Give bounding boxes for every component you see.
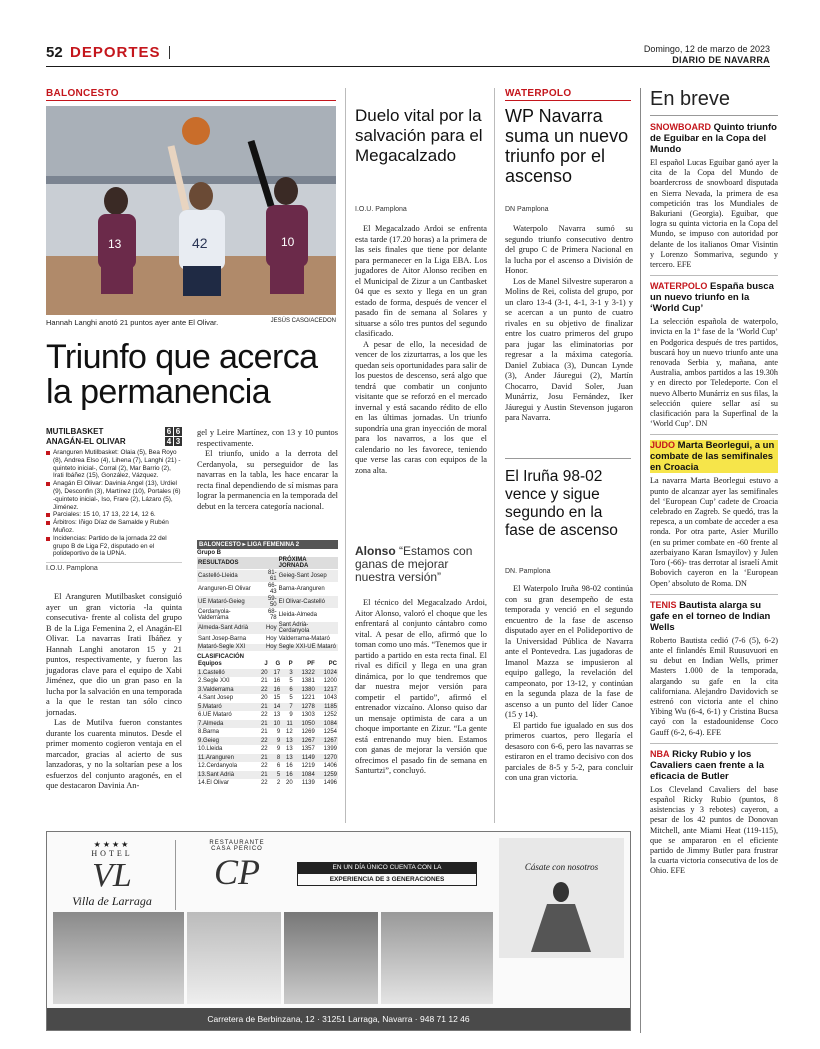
team1-digit1: 6 xyxy=(166,426,172,436)
results-row xyxy=(197,596,338,609)
team-stat: 1380 xyxy=(294,686,316,695)
team-stat: 21 xyxy=(256,728,269,737)
main-paragraph: El Aranguren Mutilbasket consiguió ayer un gran victoria -la quinta consecutiva- frente al colista del grupo B de la Liga Femenina 2, el Anagán-El Olivar. La navarras Irati Ibáñez y Hannah Langhi anotaron 15 y 21 puntos, respectivamente, y fueron las jugadoras clave para el equipo de Xabi Jiménez, que dio un gran paso en la lucha por la salvación en una temporada a la que le restan tan sólo cinco jornadas. xyxy=(46,592,182,717)
team-stat: 1278 xyxy=(294,703,316,712)
tag-rule xyxy=(46,100,336,101)
team-stat: 3 xyxy=(281,669,294,678)
col2-body xyxy=(355,224,487,476)
result-match: El Olivar-Castelló xyxy=(278,596,338,609)
brief-title: En breve xyxy=(650,88,778,116)
main-paragraph: Las de Mutilva fueron constantes durante los cuarenta minutos. Desde el primer momento cogieron ventaja en el marcador, gracias al acierto de sus lanzadoras, y no la soltarían pese a los esfuerzos del conjunto aragonés, en el que destacaron Davinia An- xyxy=(46,718,182,790)
brief-text: Los Cleveland Cavaliers del base español Ricky Rubio (puntos, 8 asistencias y 3 rebotes) cayeron, a pesar de los 42 puntos de Donovan Mitchell, ante Miami Heat (119-115), que se ampararon en el eficiente partido de Jimmy Butler para frustrar la cuarta victoria consecutiva de los de Ohio. EFE xyxy=(650,784,778,876)
col2-paragraph: El Megacalzado Ardoi se enfrenta esta tarde (17.20 horas) a la primera de las seis finales que tiene por delante para permanecer en la Liga EBA. Los jugadores de Aitor Alonso reciben en el Municipal de Zizur a un Cantbasket 04 que es sexto y llega en un gran estado de forma, después de vencer el pasado fin de semana al Solares y situarse a sólo tres puntos del segundo clasificado. xyxy=(355,224,487,338)
brief-item xyxy=(650,122,778,270)
fact-item: Parciales: 15 10, 17 13, 22 14, 12 6. xyxy=(46,511,182,519)
brief-heading xyxy=(650,749,778,782)
table-row xyxy=(197,771,338,780)
team-name: 7.Almeda xyxy=(197,720,256,729)
class-col-header: G xyxy=(269,660,282,669)
brief-title-text: Ricky Rubio y los Cavaliers caen frente a la eficacia de Butler xyxy=(650,748,765,782)
team-stat: 22 xyxy=(256,779,269,788)
main-body-col2 xyxy=(197,428,338,512)
banner-line-2: EXPERIENCIA DE 3 GENERACIONES xyxy=(297,873,477,886)
results-table xyxy=(197,557,338,652)
team-stat: 1259 xyxy=(316,771,338,780)
basketball-photo xyxy=(46,106,336,315)
team-stat: 1219 xyxy=(294,762,316,771)
col3-body xyxy=(505,224,633,424)
col3-body-2 xyxy=(505,584,633,784)
team-name: 9.Geieg xyxy=(197,737,256,746)
col3-headline: WP Navarra suma un nuevo triunfo por el ascenso xyxy=(505,106,629,186)
hotel-monogram-icon: VL xyxy=(92,857,132,894)
brief-label: SNOWBOARD xyxy=(650,122,711,132)
brief-title-text: Quinto triunfo de Eguibar en la Copa del Mundo xyxy=(650,122,777,155)
result-match: Mataró-Segle XXI xyxy=(197,643,261,652)
class-col-header: P xyxy=(281,660,294,669)
main-byline: I.O.U. Pamplona xyxy=(46,562,182,572)
team-stat: 13 xyxy=(281,737,294,746)
quote-name: Alonso xyxy=(355,544,396,558)
results-row xyxy=(197,635,338,644)
results-row xyxy=(197,622,338,635)
team-stat: 9 xyxy=(269,728,282,737)
col3-paragraph: El Waterpolo Iruña 98-02 continúa con su gran desempeño de esta temporada y venció en el segundo encuentro de la fase de ascenso disputado ayer en el Polideportivo de la Universidad Pública de Navarra ante el Pontevedra. Las jugadoras de Imanol Mazza se impusieron al equipo gallego, la revelación del campeonato, por 13-12, y continúan en la segunda plaza de la fase de ascenso a un punto del líder Canoe (15 y 14). xyxy=(505,584,633,719)
team-stat: 1050 xyxy=(294,720,316,729)
player-13-number: 13 xyxy=(108,237,122,251)
brief-separator xyxy=(650,594,778,595)
brief-heading xyxy=(650,600,778,633)
brief-title-text: Marta Beorlegui, a un combate de las semifinales en Croacia xyxy=(650,440,775,474)
col3-headline-2: El Iruña 98-02 vence y sigue segundo en la fase de ascenso xyxy=(505,468,618,539)
team-name: 2.Segle XXI xyxy=(197,677,256,686)
brief-column xyxy=(650,88,778,882)
team-stat: 16 xyxy=(281,762,294,771)
team-stat: 9 xyxy=(269,745,282,754)
column-rule xyxy=(494,88,495,823)
team-name: 13.Sant Adrià xyxy=(197,771,256,780)
class-header: CLASIFICACIÓN xyxy=(197,654,244,660)
col2-byline: I.O.U. Pamplona xyxy=(355,206,407,213)
fact-item: Aranguren Mutilbasket: Olaia (5), Bea Royo (8), Andrea Elso (4), Lihena (7), Langhi (21) -quinteto inicial-, Corral (2), Mar Barrio (2), Irati Ibáñez (15), González, Vázquez. xyxy=(46,449,182,480)
team-stat: 9 xyxy=(281,711,294,720)
classification-table xyxy=(197,660,338,788)
team-stat: 1200 xyxy=(316,677,338,686)
score-row-1 xyxy=(46,426,182,436)
result-match: Aranguren-El Olivar xyxy=(197,583,261,596)
col2-paragraph: El técnico del Megacalzado Ardoi, Aitor Alonso, valoró el choque que les enfrentará al conjunto cántabro como vital. A pesar de ello, afirmó que lo toman como uno más. “Tenemos que ir partido a partido en esta recta final. El rival es difícil y llega en una gran dinámica, por lo que tendremos que dar nuestra mejor versión para competir el partido”, afirmó el entrenador vizcaíno. Alonso quiso dar un mensaje optimista de cara a un choque importante en Zizur. “La gente está entrenando muy bien. Estamos con ganas de mejorar la versión que ofrecimos el pasado fin de semana en Santurtzi”, concluyó. xyxy=(355,598,487,775)
ad-divider xyxy=(175,840,176,910)
team-stat: 22 xyxy=(256,745,269,754)
col3-paragraph: Waterpolo Navarra sumó su segundo triunfo consecutivo dentro del grupo C de Primera Nacional en la lucha por el ascenso a División de Honor. xyxy=(505,224,633,275)
venue-photo xyxy=(284,912,378,1004)
team-stat: 8 xyxy=(269,754,282,763)
col2-paragraph: A pesar de ello, la necesidad de vencer de los zizurtarras, a los que les quedan seis oportunidades para salir de los puestos de descenso, será algo que tendrá que combatir un conjunto visitante que se reforzó en el mercado invernal y está sacando rédito de ello en las últimas jornadas. Un triunfo supondría una gran inyección de moral para los navarros, a los que el calendario no les favorece, teniendo que verse las caras con equipos de la zona alta. xyxy=(355,339,487,475)
player-42-number: 42 xyxy=(192,235,208,251)
team-stat: 6 xyxy=(269,762,282,771)
team-stat: 20 xyxy=(256,694,269,703)
team-stat: 1496 xyxy=(316,779,338,788)
result-match: Barna-Aranguren xyxy=(278,583,338,596)
brief-item xyxy=(650,440,778,588)
class-col-header: PC xyxy=(316,660,338,669)
brief-title-text: España busca un nuevo triunfo en la ‘World Cup’ xyxy=(650,281,774,315)
result-match: Sant Josep-Barna xyxy=(197,635,261,644)
photo-illustration xyxy=(46,106,336,315)
team-stat: 15 xyxy=(269,694,282,703)
scorebox xyxy=(46,426,182,572)
table-row xyxy=(197,720,338,729)
main-tag: BALONCESTO xyxy=(46,88,119,99)
table-group: Grupo B xyxy=(197,550,221,556)
result-match: Segle XXI-UE Mataró xyxy=(278,643,338,652)
table-row xyxy=(197,703,338,712)
brief-label: NBA xyxy=(650,748,670,759)
team-stat: 12 xyxy=(281,728,294,737)
team-stat: 1149 xyxy=(294,754,316,763)
main-body-col1 xyxy=(46,592,182,792)
team-stat: 1269 xyxy=(294,728,316,737)
col3-byline-2: DN. Pamplona xyxy=(505,568,551,575)
column-rule xyxy=(640,88,641,1033)
result-match: Geieg-Sant Josep xyxy=(278,570,338,583)
brief-separator xyxy=(650,434,778,435)
tag-rule xyxy=(505,100,631,101)
class-col-header: Equipos xyxy=(197,660,256,669)
result-score: 66-43 xyxy=(261,583,278,596)
team-name: 3.Valderrama xyxy=(197,686,256,695)
match-facts xyxy=(46,449,182,558)
wedding-slogan: Cásate con nosotros xyxy=(524,862,599,872)
ad-banner xyxy=(297,862,477,886)
result-match: Lleida-Almeda xyxy=(278,609,338,622)
team-stat: 1252 xyxy=(316,711,338,720)
brief-item xyxy=(650,600,778,738)
table-row xyxy=(197,762,338,771)
results-row xyxy=(197,609,338,622)
story-divider xyxy=(505,458,631,459)
team-stat: 22 xyxy=(256,711,269,720)
team-stat: 5 xyxy=(281,677,294,686)
team-stat: 13 xyxy=(269,711,282,720)
team-stat: 14 xyxy=(269,703,282,712)
team-stat: 9 xyxy=(269,737,282,746)
team-stat: 5 xyxy=(281,694,294,703)
table-row xyxy=(197,728,338,737)
ad-address-bar: Carretera de Berbinzana, 12 · 31251 Larraga, Navarra · 948 71 12 46 xyxy=(47,1008,630,1030)
brief-heading xyxy=(650,281,778,314)
team-stat: 1267 xyxy=(294,737,316,746)
table-row xyxy=(197,779,338,788)
fact-item: Incidencias: Partido de la jornada 22 del grupo B de Liga F2, disputado en el polideportivo de la UPNA. xyxy=(46,535,182,558)
venue-photos xyxy=(53,912,493,1004)
team-name: 8.Barna xyxy=(197,728,256,737)
bride-photo xyxy=(499,838,624,958)
result-score: 68-78 xyxy=(261,609,278,622)
team-stat: 5 xyxy=(269,771,282,780)
result-score: Hoy xyxy=(261,635,278,644)
team-name: 5.Mataró xyxy=(197,703,256,712)
brief-heading xyxy=(650,122,778,155)
team-stat: 1406 xyxy=(316,762,338,771)
team-stat: 1221 xyxy=(294,694,316,703)
brief-heading xyxy=(650,440,778,473)
result-match: Sant Adrià-Cerdanyola xyxy=(278,622,338,635)
brief-text: La navarra Marta Beorlegui estuvo a punto de alcanzar ayer las semifinales del ‘European Cup’ cadete de Croacia celebrado en Zagreb. Se quedó, tras la repesca, a un combate de acceder a esa ronda. Por otra parte, Asier Murillo (en su primer combate en -60 frente al azerbaiyano Karan Ismayilov) y Julen Toro (-66)- tras derrotar al israelí Amit Bobovich cayeron en la ‘European Open’ absoluto de Roma. DN xyxy=(650,476,778,588)
standings-table xyxy=(197,540,338,788)
result-score: 81-61 xyxy=(261,570,278,583)
venue-photo xyxy=(53,912,184,1004)
result-score: Hoy xyxy=(261,622,278,635)
table-row xyxy=(197,694,338,703)
brief-separator xyxy=(650,743,778,744)
bride-silhouette-icon xyxy=(499,872,624,952)
team-stat: 1381 xyxy=(294,677,316,686)
team-name: 4.Sant Josep xyxy=(197,694,256,703)
restaurant-name: CASA PERICO xyxy=(211,846,263,852)
team2-name: ANAGÁN-EL OLIVAR xyxy=(46,436,126,446)
team-stat: 20 xyxy=(256,669,269,678)
date-text: Domingo, 12 de marzo de 2023 xyxy=(643,44,770,54)
table-row xyxy=(197,669,338,678)
class-col-header: J xyxy=(256,660,269,669)
result-match: Almeda-Sant Adrià xyxy=(197,622,261,635)
col3-paragraph: El partido fue igualado en sus dos primeros cuartos, pero llegaría el desasoro con 6-6, pero las navarras se estiraron en el tramo decisivo con dos parciales de 8-5 y 5-2, para concluir con una gran victoria. xyxy=(505,720,633,782)
team1-digit2: 6 xyxy=(175,426,181,436)
hotel-label: HOTEL xyxy=(91,849,133,858)
team-stat: 1043 xyxy=(316,694,338,703)
team-stat: 1084 xyxy=(316,720,338,729)
table-title: BALONCESTO ▸ LIGA FEMENINA 2 xyxy=(197,540,338,549)
team-stat: 17 xyxy=(269,669,282,678)
header-date xyxy=(644,44,770,66)
brief-separator xyxy=(650,275,778,276)
brief-label: TENIS xyxy=(650,599,677,610)
team-name: 12.Cerdanyola xyxy=(197,762,256,771)
team-stat: 1217 xyxy=(316,686,338,695)
main-headline: Triunfo que acerca la permanencia xyxy=(46,338,318,411)
team-stat: 1267 xyxy=(316,737,338,746)
section-title: DEPORTES xyxy=(70,44,161,61)
team-stat: 13 xyxy=(281,754,294,763)
restaurant-label: RESTAURANTE xyxy=(209,840,265,846)
team-stat: 1185 xyxy=(316,703,338,712)
team-stat: 10 xyxy=(269,720,282,729)
team-name: 1.Castelló xyxy=(197,669,256,678)
team-stat: 7 xyxy=(281,703,294,712)
fact-item: Anagán El Olivar: Davinia Angel (13), Urdiel (9), Desconfin (3), Martínez (10), Portales (6) -quinteto inicial-, Iso, Frare (2), Lázaro (5), Jiménez. xyxy=(46,480,182,511)
venue-photo xyxy=(187,912,281,1004)
team-stat: 16 xyxy=(281,771,294,780)
venue-photo xyxy=(381,912,493,1004)
col3-byline: DN Pamplona xyxy=(505,206,549,213)
restaurant-monogram-icon: CP xyxy=(213,852,260,892)
results-row xyxy=(197,570,338,583)
team-stat: 16 xyxy=(269,677,282,686)
team-name: 6.UE Mataró xyxy=(197,711,256,720)
result-match: Cerdanyola-Valderrama xyxy=(197,609,261,622)
photo-credit: JESÚS CASO/ACEDON xyxy=(270,318,336,324)
results-row xyxy=(197,583,338,596)
team-stat: 22 xyxy=(256,762,269,771)
fact-item: Árbitros: Iñigo Díaz de Samalde y Rubén Muñoz. xyxy=(46,519,182,535)
team-stat: 21 xyxy=(256,677,269,686)
photo-caption xyxy=(46,318,336,327)
team1-name: MUTILBASKET xyxy=(46,426,104,436)
team-stat: 1254 xyxy=(316,728,338,737)
team-stat: 21 xyxy=(256,771,269,780)
table-row xyxy=(197,737,338,746)
team-stat: 1139 xyxy=(294,779,316,788)
col2-headline: Duelo vital por la salvación para el Megacalzado xyxy=(355,106,483,165)
banner-line-1: EN UN DÍA ÚNICO CUENTA CON LA xyxy=(297,862,477,873)
brief-text: Roberto Bautista cedió (7-6 (5), 6-2) ante el finlandés Emil Ruusuvuori en su debut en Indian Wells, primer Masters 1.000 de la temporada, alargando su gafe en la cita californiana. Alejandro Davidovich se estrenó con victoria ante el chino Yibing Wu (6-4, 6-1) y Cristina Bucsa cayó con la estadounidense Coco Gauff (6-2, 6-4). EFE xyxy=(650,635,778,737)
team-stat: 1084 xyxy=(294,771,316,780)
team-stat: 21 xyxy=(256,720,269,729)
brief-title-text: Bautista alarga su gafe en el torneo de Indian Wells xyxy=(650,599,771,633)
col2-body-2 xyxy=(355,598,487,777)
page-number: 52 xyxy=(46,44,63,61)
result-match: UE Mataró-Geieg xyxy=(197,596,261,609)
advertisement[interactable] xyxy=(46,831,631,1031)
team-stat: 1357 xyxy=(294,745,316,754)
brief-item xyxy=(650,281,778,429)
result-match: Valderrama-Mataró xyxy=(278,635,338,644)
team-stat: 1399 xyxy=(316,745,338,754)
team-stat: 1322 xyxy=(294,669,316,678)
team-name: 11.Aranguren xyxy=(197,754,256,763)
brief-item xyxy=(650,749,778,877)
player-10-number: 10 xyxy=(281,235,295,249)
team2-digit2: 3 xyxy=(175,436,181,446)
results-row xyxy=(197,643,338,652)
pull-quote xyxy=(355,545,487,584)
team-stat: 1303 xyxy=(294,711,316,720)
table-row xyxy=(197,677,338,686)
brief-text: El español Lucas Eguibar ganó ayer la cita de la Copa del Mundo de boardercross de snowboard disputada en Sierra Nevada, la primera de esa competición tras los Mundiales de Bakuriani (Georgia). Eguibar, que logra su quinta victoria en la Copa del Mundo, se impuso con autoridad por delante de los italianos Omar Visintin y Lorenzo Sommariva, segundo y tercero. EFE xyxy=(650,158,778,270)
header-rule xyxy=(46,66,770,67)
main-paragraph: gel y Leire Martínez, con 13 y 10 puntos respectivamente. xyxy=(197,428,338,448)
team2-digit1: 4 xyxy=(166,436,172,446)
quote-text: “Estamos con ganas de mejorar nuestra versión” xyxy=(355,544,473,584)
restaurant-logo xyxy=(187,840,287,892)
team-name: 14.El Olivar xyxy=(197,779,256,788)
team-stat: 21 xyxy=(256,754,269,763)
score-row-2 xyxy=(46,436,182,446)
hotel-logo xyxy=(57,840,167,909)
table-row xyxy=(197,686,338,695)
table-row xyxy=(197,745,338,754)
team-stat: 2 xyxy=(269,779,282,788)
result-score: 59-50 xyxy=(261,596,278,609)
main-paragraph: El triunfo, unido a la derrota del Cerdanyola, su perseguidor de las navarras en la tabla, les hace encarar la recta final dependiendo de sí mismas para lograr la permanencia en la temporada del debut en la tercera categoría nacional. xyxy=(197,449,338,511)
header-divider xyxy=(169,46,170,59)
col3-tag: WATERPOLO xyxy=(505,88,572,99)
team-stat: 11 xyxy=(281,720,294,729)
col3-paragraph: Los de Manel Silvestre superaron a Molins de Rei, colista del grupo, por un claro 13-4 (3-1, 4-1, 3-1 y 3-1) y se acercan a un punto de cuatro rivales en su objetivo de finalizar entre los cuatro primeros del grupo para jugar las eliminatorias por regresar a la máxima categoría. Daniel Zubiaca (3), Duncan Lynde (3), Ander Jáuregui (2), Martín Chocarro, David Soler, Juan Munárriz, Josu Fernández, Iker Jáuregui y Austin Stevenson jugaron para Navarra. xyxy=(505,276,633,422)
brief-label: WATERPOLO xyxy=(650,281,708,292)
team-stat: 13 xyxy=(281,745,294,754)
caption-text: Hannah Langhi anotó 21 puntos ayer ante El Olivar. xyxy=(46,318,219,327)
hotel-stars: ★★★★ xyxy=(93,840,131,849)
team-stat: 1024 xyxy=(316,669,338,678)
class-col-header: PF xyxy=(294,660,316,669)
column-rule xyxy=(345,88,346,823)
team-stat: 20 xyxy=(281,779,294,788)
results-header: RESULTADOS xyxy=(197,557,261,570)
result-match: Castelló-Lleida xyxy=(197,570,261,583)
result-score: Hoy xyxy=(261,643,278,652)
paper-name: DIARIO DE NAVARRA xyxy=(672,55,770,65)
brief-text: La selección española de waterpolo, invicta en la 1ª fase de la ‘World Cup’ en Podgorica después de tres partidos, buscará hoy un nuevo triunfo ante una renovada Serbia y, mañana, ante Australia, ambos partidos a las 19.30h y en directo por Teledeporte. Con el nuevo Alberto Munárriz en sus filas, la selección quiere sellar así su clasificación para la Superfinal de la ‘World Cup’. DN xyxy=(650,317,778,429)
team-name: 10.Lleida xyxy=(197,745,256,754)
team-stat: 21 xyxy=(256,703,269,712)
brief-label: JUDO xyxy=(650,440,676,451)
hotel-name: Villa de Larraga xyxy=(72,894,152,908)
team-stat: 22 xyxy=(256,737,269,746)
team-stat: 22 xyxy=(256,686,269,695)
table-row xyxy=(197,711,338,720)
team-stat: 6 xyxy=(281,686,294,695)
next-header: PRÓXIMA JORNADA xyxy=(278,557,338,570)
team-stat: 16 xyxy=(269,686,282,695)
table-row xyxy=(197,754,338,763)
team-stat: 1270 xyxy=(316,754,338,763)
